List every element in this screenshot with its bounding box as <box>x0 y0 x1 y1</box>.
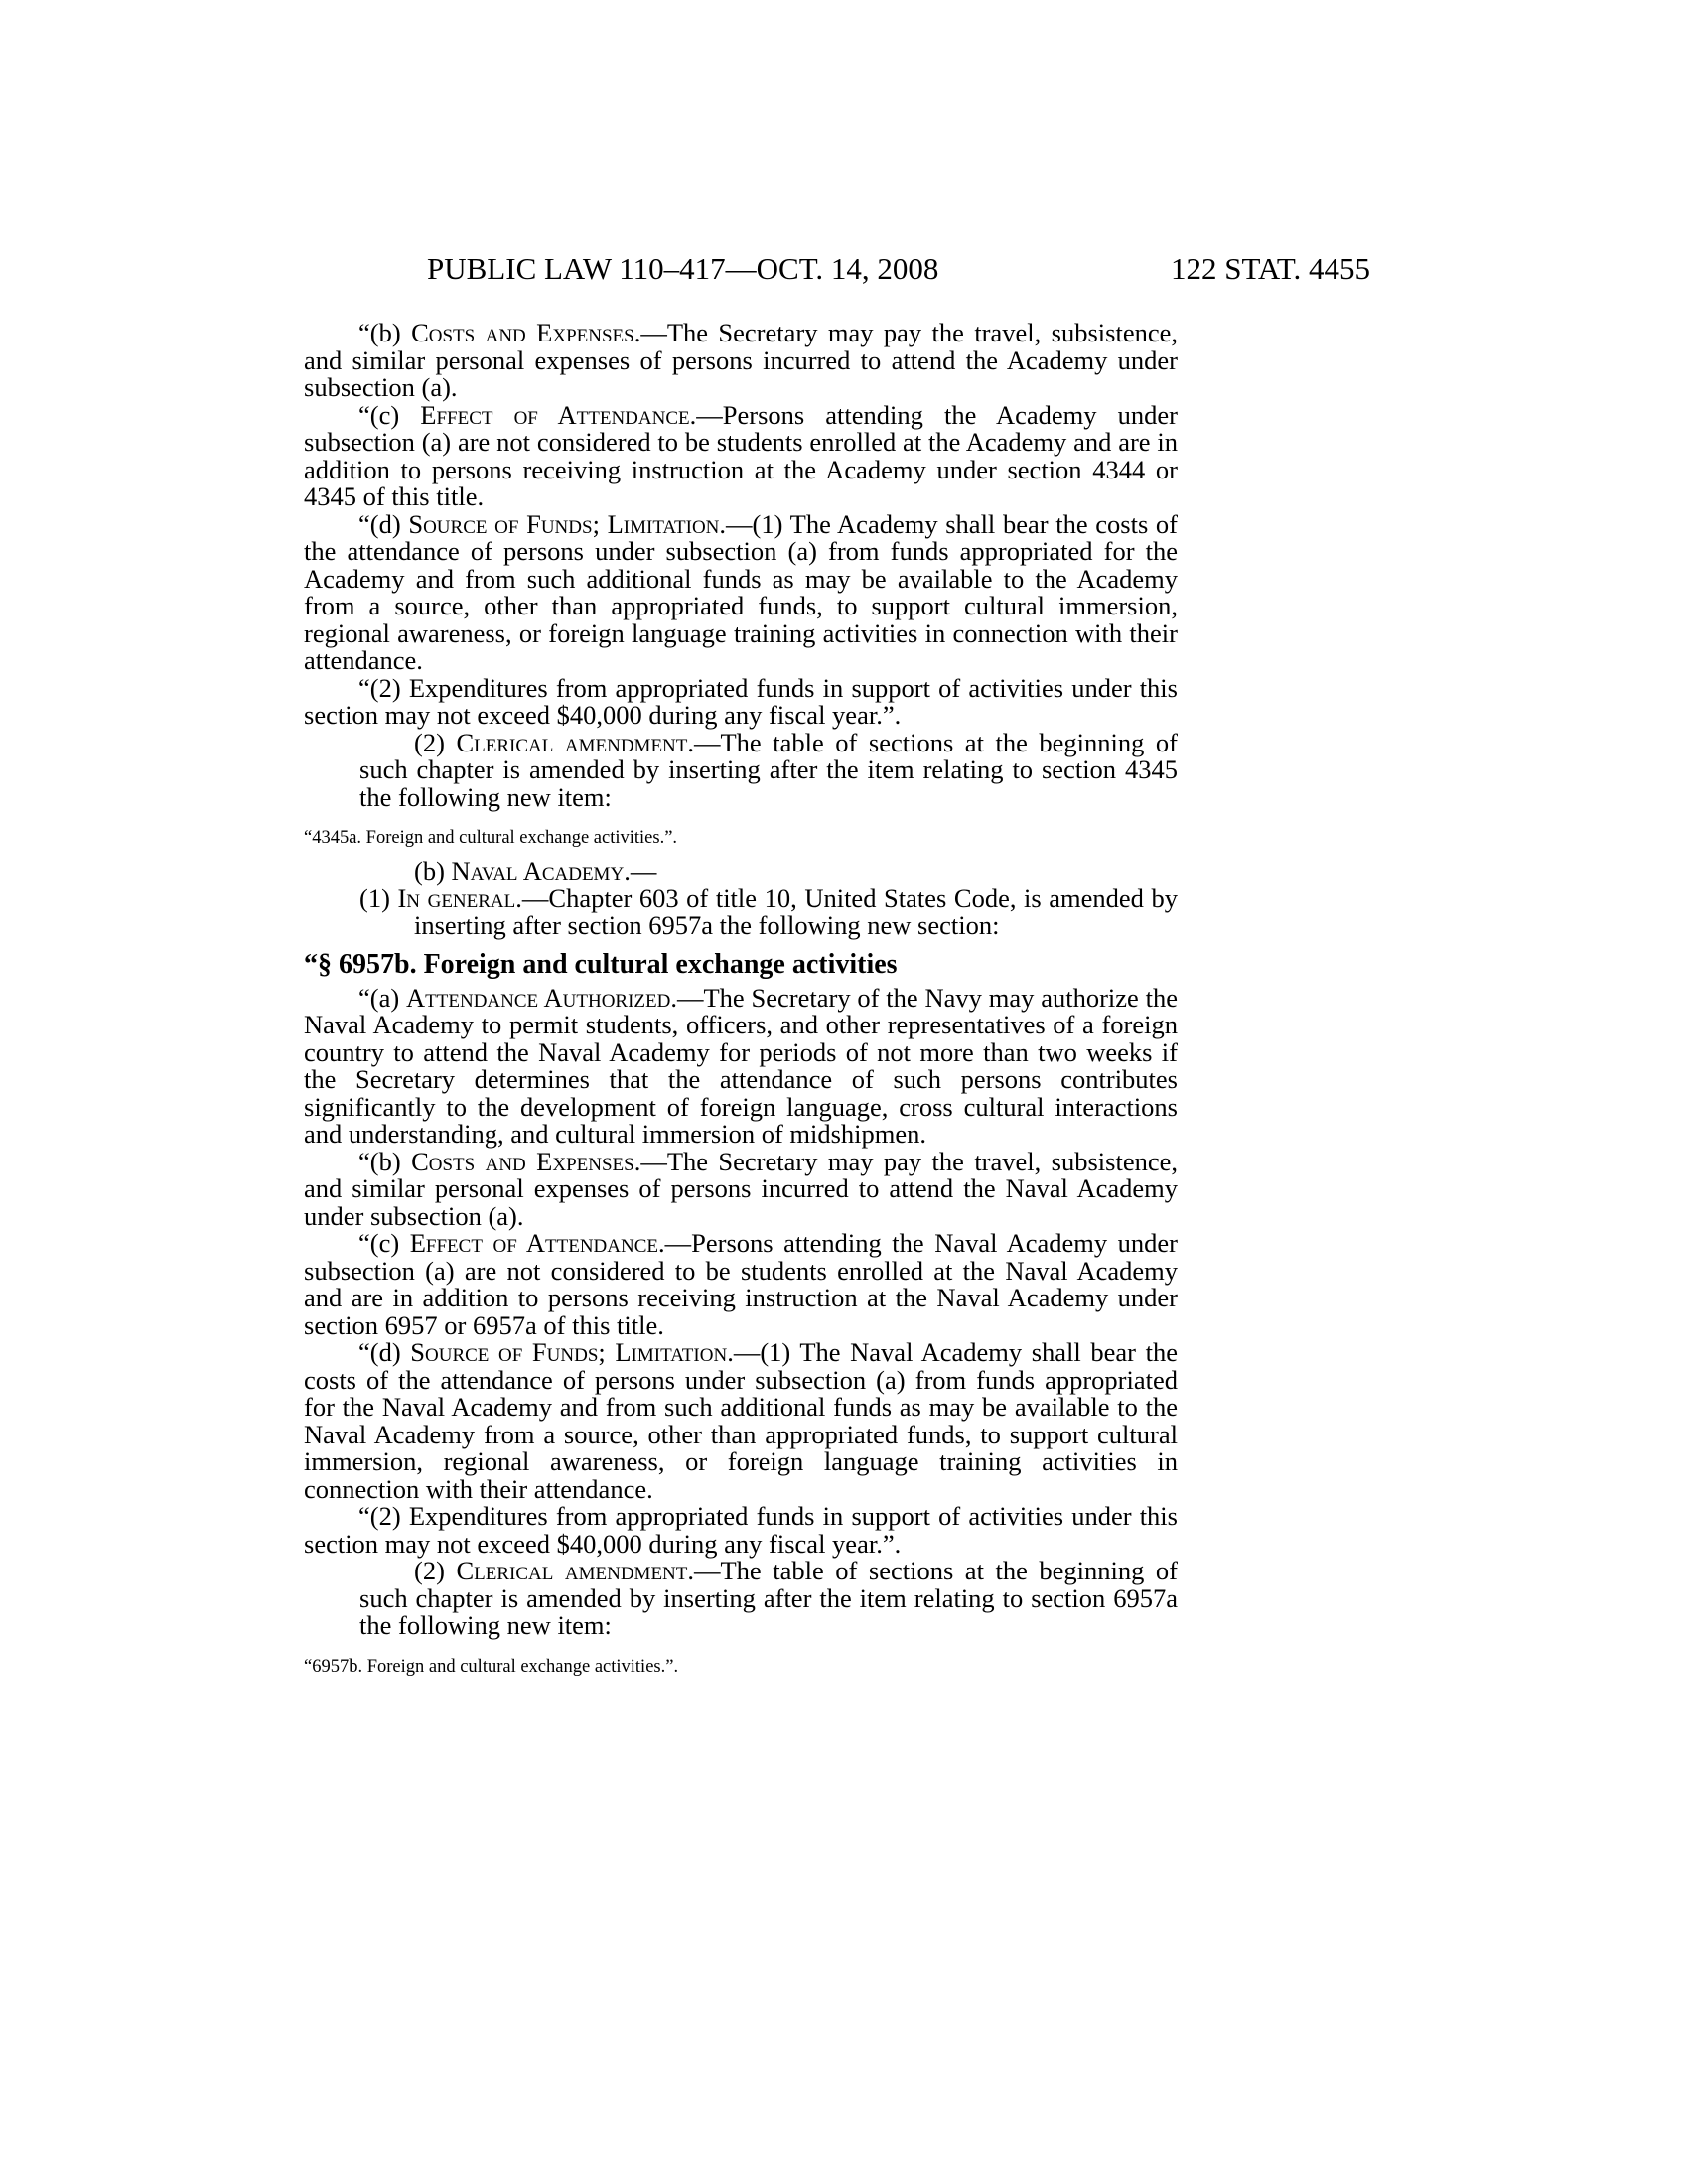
paragraph-clerical-amendment-army: (2) Clerical amendment.—The table of sections at the beginning of such chapter is amended by inserting after the item relating to section 4345 the following new item: <box>359 727 1178 812</box>
public-law-citation: PUBLIC LAW 110–417—OCT. 14, 2008 <box>427 251 939 286</box>
document-body <box>304 320 1178 1687</box>
table-of-sections-item-6957b: “6957b. Foreign and cultural exchange activities.”. <box>304 1656 679 1677</box>
page-header <box>427 251 1370 291</box>
table-of-sections-item-4345a: “4345a. Foreign and cultural exchange activities.”. <box>304 828 678 848</box>
paragraph-expenditures-limit-army: “(2) Expenditures from appropriated funds in support of activities under this section may not exceed $40,000 during any fiscal year.”. <box>304 672 1178 730</box>
paragraph-clerical-amendment-navy: (2) Clerical amendment.—The table of sections at the beginning of such chapter is amended by inserting after the item relating to section 6957a the following new item: <box>359 1556 1178 1640</box>
paragraph-costs-and-expenses-army: “(b) Costs and Expenses.—The Secretary may pay the travel, subsistence, and similar personal expenses of persons incurred to attend the Academy under subsection (a). <box>304 318 1178 402</box>
paragraph-expenditures-limit-navy: “(2) Expenditures from appropriated funds in support of activities under this section may not exceed $40,000 during any fiscal year.”. <box>304 1501 1178 1559</box>
paragraph-costs-and-expenses-navy: “(b) Costs and Expenses.—The Secretary may pay the travel, subsistence, and similar personal expenses of persons incurred to attend the Naval Academy under subsection (a). <box>304 1146 1178 1231</box>
paragraph-effect-of-attendance-navy: “(c) Effect of Attendance.—Persons attending the Naval Academy under subsection (a) are not considered to be students enrolled at the Naval Academy and are in addition to persons receiving instruction at the Naval Academy under section 6957 or 6957a of this title. <box>304 1228 1178 1340</box>
section-heading-6957b: “§ 6957b. Foreign and cultural exchange activities <box>304 948 898 980</box>
paragraph-source-of-funds-navy: “(d) Source of Funds; Limitation.—(1) The Naval Academy shall bear the costs of the attendance of persons under subsection (a) from funds appropriated for the Naval Academy and from such additional funds as may be available to the Naval Academy from a source, other than appropriated funds, to support cultural immersion, regional awareness, or foreign language training activities in connection with their attendance. <box>304 1337 1178 1504</box>
subsection-naval-academy: (b) Naval Academy.— <box>414 856 657 886</box>
paragraph-attendance-authorized-navy: “(a) Attendance Authorized.—The Secretary of the Navy may authorize the Naval Academy to permit students, officers, and other representatives of a foreign country to attend the Naval Academy for periods of not more than two weeks if the Secretary determines that the attendance of such persons contributes significantly to the development of foreign language, cross cultural interactions and understanding, and cultural immersion of midshipmen. <box>304 982 1178 1149</box>
paragraph-source-of-funds-army: “(d) Source of Funds; Limitation.—(1) The Academy shall bear the costs of the attendance of persons under subsection (a) from funds appropriated for the Academy and from such additional funds as may be available to the Academy from a source, other than appropriated funds, to support cultural immersion, regional awareness, or foreign language training activities in connection with their attendance. <box>304 508 1179 675</box>
paragraph-in-general-navy: (1) In general.—Chapter 603 of title 10, United States Code, is amended by inserting after section 6957a the following new section: <box>359 883 1179 940</box>
paragraph-effect-of-attendance-army: “(c) Effect of Attendance.—Persons attending the Academy under subsection (a) are not considered to be students enrolled at the Academy and are in addition to persons receiving instruction at the Academy under section 4344 or 4345 of this title. <box>304 399 1178 511</box>
statute-page-number: 122 STAT. 4455 <box>1170 251 1370 286</box>
